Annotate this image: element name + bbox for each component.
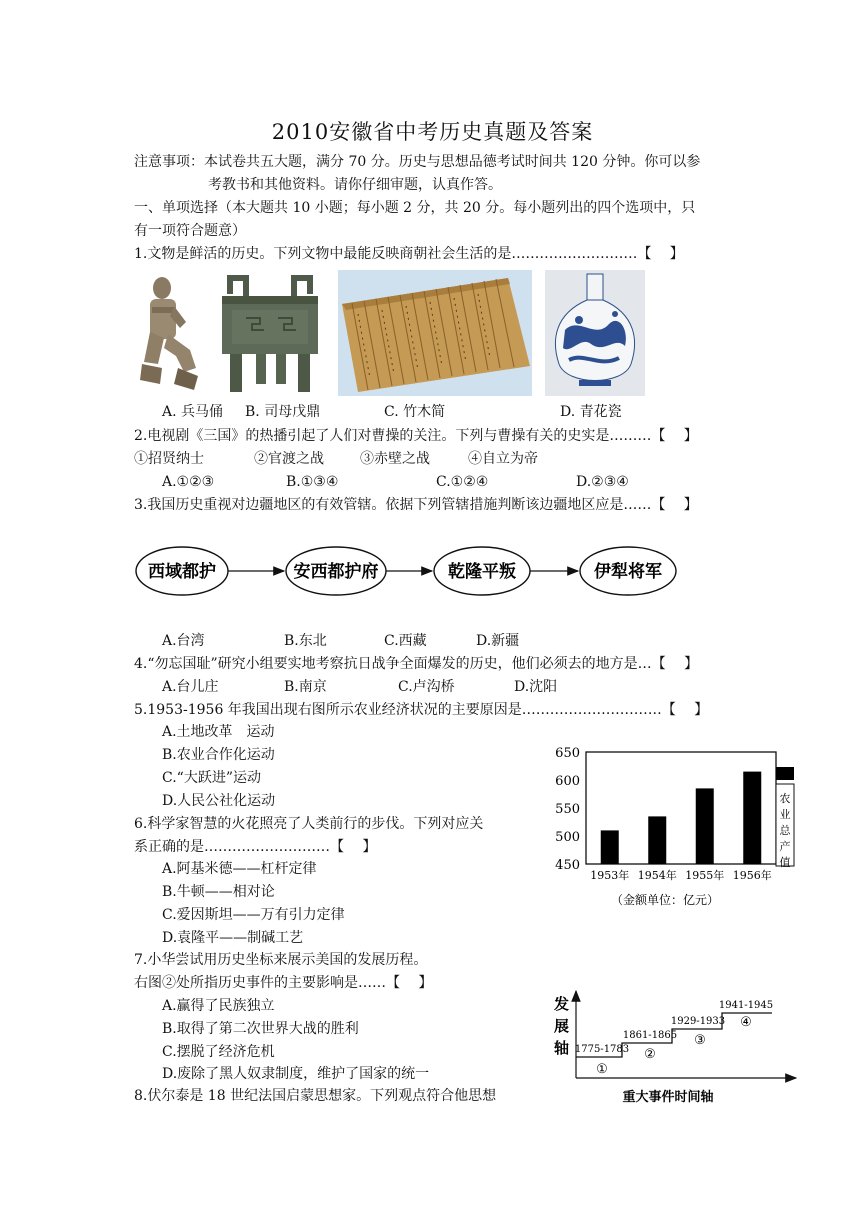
q6-option-b: B.牛顿——相对论 [162, 884, 275, 900]
q1-option-d: D. 青花瓷 [560, 404, 622, 420]
q2-item-1: ①招贤纳士 [134, 451, 204, 467]
q2-option-c: C.①②④ [436, 474, 489, 490]
bar [601, 830, 619, 864]
q7-option-c: C.摆脱了经济危机 [162, 1044, 275, 1060]
q7-option-a: A.赢得了民族独立 [162, 998, 275, 1014]
notice-line-2: 考教书和其他资料。请你仔细审题，认真作答。 [208, 177, 502, 193]
legend-label-char: 业 [779, 808, 791, 821]
y-axis-label-2: 展 [554, 1017, 570, 1035]
q7-stem-line-2: 右图②处所指历史事件的主要影响是……【 】 [134, 975, 433, 991]
step-4-marker: ④ [740, 1015, 752, 1030]
q2-item-3: ③赤壁之战 [360, 451, 430, 467]
legend-label-char: 值 [779, 856, 791, 869]
terracotta-warrior-image [134, 272, 204, 396]
q7-stem-line-1: 7.小华尝试用历史坐标来展示美国的发展历程。 [134, 952, 428, 968]
q6-option-a: A.阿基米德——杠杆定律 [162, 861, 317, 877]
q7-option-d: D.废除了黑人奴隶制度，维护了国家的统一 [162, 1066, 430, 1082]
step-1-marker: ① [596, 1062, 608, 1077]
q1-option-b: B. 司母戊鼎 [245, 404, 321, 420]
legend-swatch [776, 767, 794, 780]
legend-label-char: 农 [779, 792, 791, 805]
legend-label-char: 总 [779, 824, 791, 837]
q3-option-a: A.台湾 [162, 633, 205, 649]
legend-label-char: 产 [779, 840, 791, 853]
x-category-label: 1955年 [685, 869, 725, 882]
section-heading-line-1: 一、单项选择（本大题共 10 小题；每小题 2 分，共 20 分。每小题列出的四个选项中，只 [134, 200, 696, 216]
bar [696, 788, 714, 864]
q3-stem: 3.我国历史重视对边疆地区的有效管辖。依据下列管辖措施判断该边疆地区应是……【 】 [134, 497, 698, 513]
q2-option-a: A.①②③ [162, 474, 215, 490]
q6-stem-line-2: 系正确的是………………………【 】 [134, 839, 377, 855]
q2-option-d: D.②③④ [576, 474, 629, 490]
step-1-period: 1775-1783 [574, 1044, 630, 1055]
q3-flow-diagram [134, 540, 694, 604]
flow-node-4-label: 伊犁将军 [594, 562, 662, 582]
page-title: 2010安徽省中考历史真题及答案 [271, 120, 594, 144]
q2-option-b: B.①③④ [286, 474, 339, 490]
x-category-label: 1953年 [590, 869, 630, 882]
q1-option-c: C. 竹木简 [384, 404, 446, 420]
section-heading-line-2: 有一项符合题意） [134, 223, 246, 239]
y-axis-label-1: 发 [554, 995, 570, 1013]
step-2-marker: ② [644, 1047, 656, 1062]
y-tick-label: 450 [555, 858, 580, 873]
step-3-marker: ③ [694, 1033, 706, 1048]
y-tick-label: 500 [555, 830, 580, 845]
q1-stem: 1.文物是鲜活的历史。下列文物中最能反映商朝社会生活的是………………………【 】 [134, 246, 684, 262]
q4-stem: 4.“勿忘国耻”研究小组要实地考察抗日战争全面爆发的历史，他们必须去的地方是…【 】 [134, 656, 699, 672]
q5-option-a: A.土地改革 运动 [162, 724, 275, 740]
q4-option-d: D.沈阳 [514, 679, 558, 695]
q5-option-b: B.农业合作化运动 [162, 747, 275, 763]
q5-stem: 5.1953-1956 年我国出现右图所示农业经济状况的主要原因是…………………………【 】 [134, 702, 709, 718]
flow-node-2-label: 安西都护府 [293, 562, 379, 582]
bamboo-slips-image [338, 270, 532, 396]
q8-stem: 8.伏尔泰是 18 世纪法国启蒙思想家。下列观点符合他思想 [134, 1088, 497, 1104]
blue-white-porcelain-image [545, 270, 645, 396]
step-4-period: 1941-1945 [718, 1000, 774, 1011]
q3-option-b: B.东北 [284, 633, 327, 649]
simuwu-ding-image [216, 274, 324, 396]
flow-node-1-label: 西域都护 [148, 562, 216, 582]
q5-option-c: C.“大跃进”运动 [162, 770, 261, 786]
y-tick-label: 650 [555, 746, 580, 761]
notice-line-1: 注意事项：本试卷共五大题，满分 70 分。历史与思想品德考试时间共 120 分钟。你可以参 [134, 154, 701, 170]
bar [648, 816, 666, 864]
q4-option-a: A.台儿庄 [162, 679, 219, 695]
y-tick-label: 600 [555, 774, 580, 789]
step-2-period: 1861-1865 [622, 1030, 678, 1041]
q6-stem-line-1: 6.科学家智慧的火花照亮了人类前行的步伐。下列对应关 [134, 816, 484, 832]
q1-option-a: A. 兵马俑 [162, 404, 224, 420]
x-category-label: 1954年 [637, 869, 677, 882]
q6-option-c: C.爱因斯坦——万有引力定律 [162, 907, 345, 923]
q4-option-c: C.卢沟桥 [398, 679, 455, 695]
step-3-period: 1929-1933 [670, 1016, 726, 1027]
agricultural-output-bar-chart [540, 738, 820, 918]
q7-option-b: B.取得了第二次世界大战的胜利 [162, 1021, 359, 1037]
q4-option-b: B.南京 [284, 679, 327, 695]
flow-node-3-label: 乾隆平叛 [448, 562, 516, 582]
us-history-timeline-diagram [550, 985, 810, 1110]
q3-option-c: C.西藏 [384, 633, 427, 649]
q5-option-d: D.人民公社化运动 [162, 793, 276, 809]
x-category-label: 1956年 [732, 869, 772, 882]
q6-option-d: D.袁隆平——制碱工艺 [162, 930, 304, 946]
q3-option-d: D.新疆 [476, 633, 520, 649]
q2-item-4: ④自立为帝 [468, 451, 538, 467]
q2-stem: 2.电视剧《三国》的热播引起了人们对曹操的关注。下列与曹操有关的史实是………【 】 [134, 428, 698, 444]
bar [743, 772, 761, 864]
y-axis-label-3: 轴 [554, 1039, 570, 1057]
y-tick-label: 550 [555, 802, 580, 817]
chart-caption: （金额单位：亿元） [610, 893, 720, 907]
x-axis-label: 重大事件时间轴 [622, 1090, 714, 1105]
q2-item-2: ②官渡之战 [254, 451, 324, 467]
